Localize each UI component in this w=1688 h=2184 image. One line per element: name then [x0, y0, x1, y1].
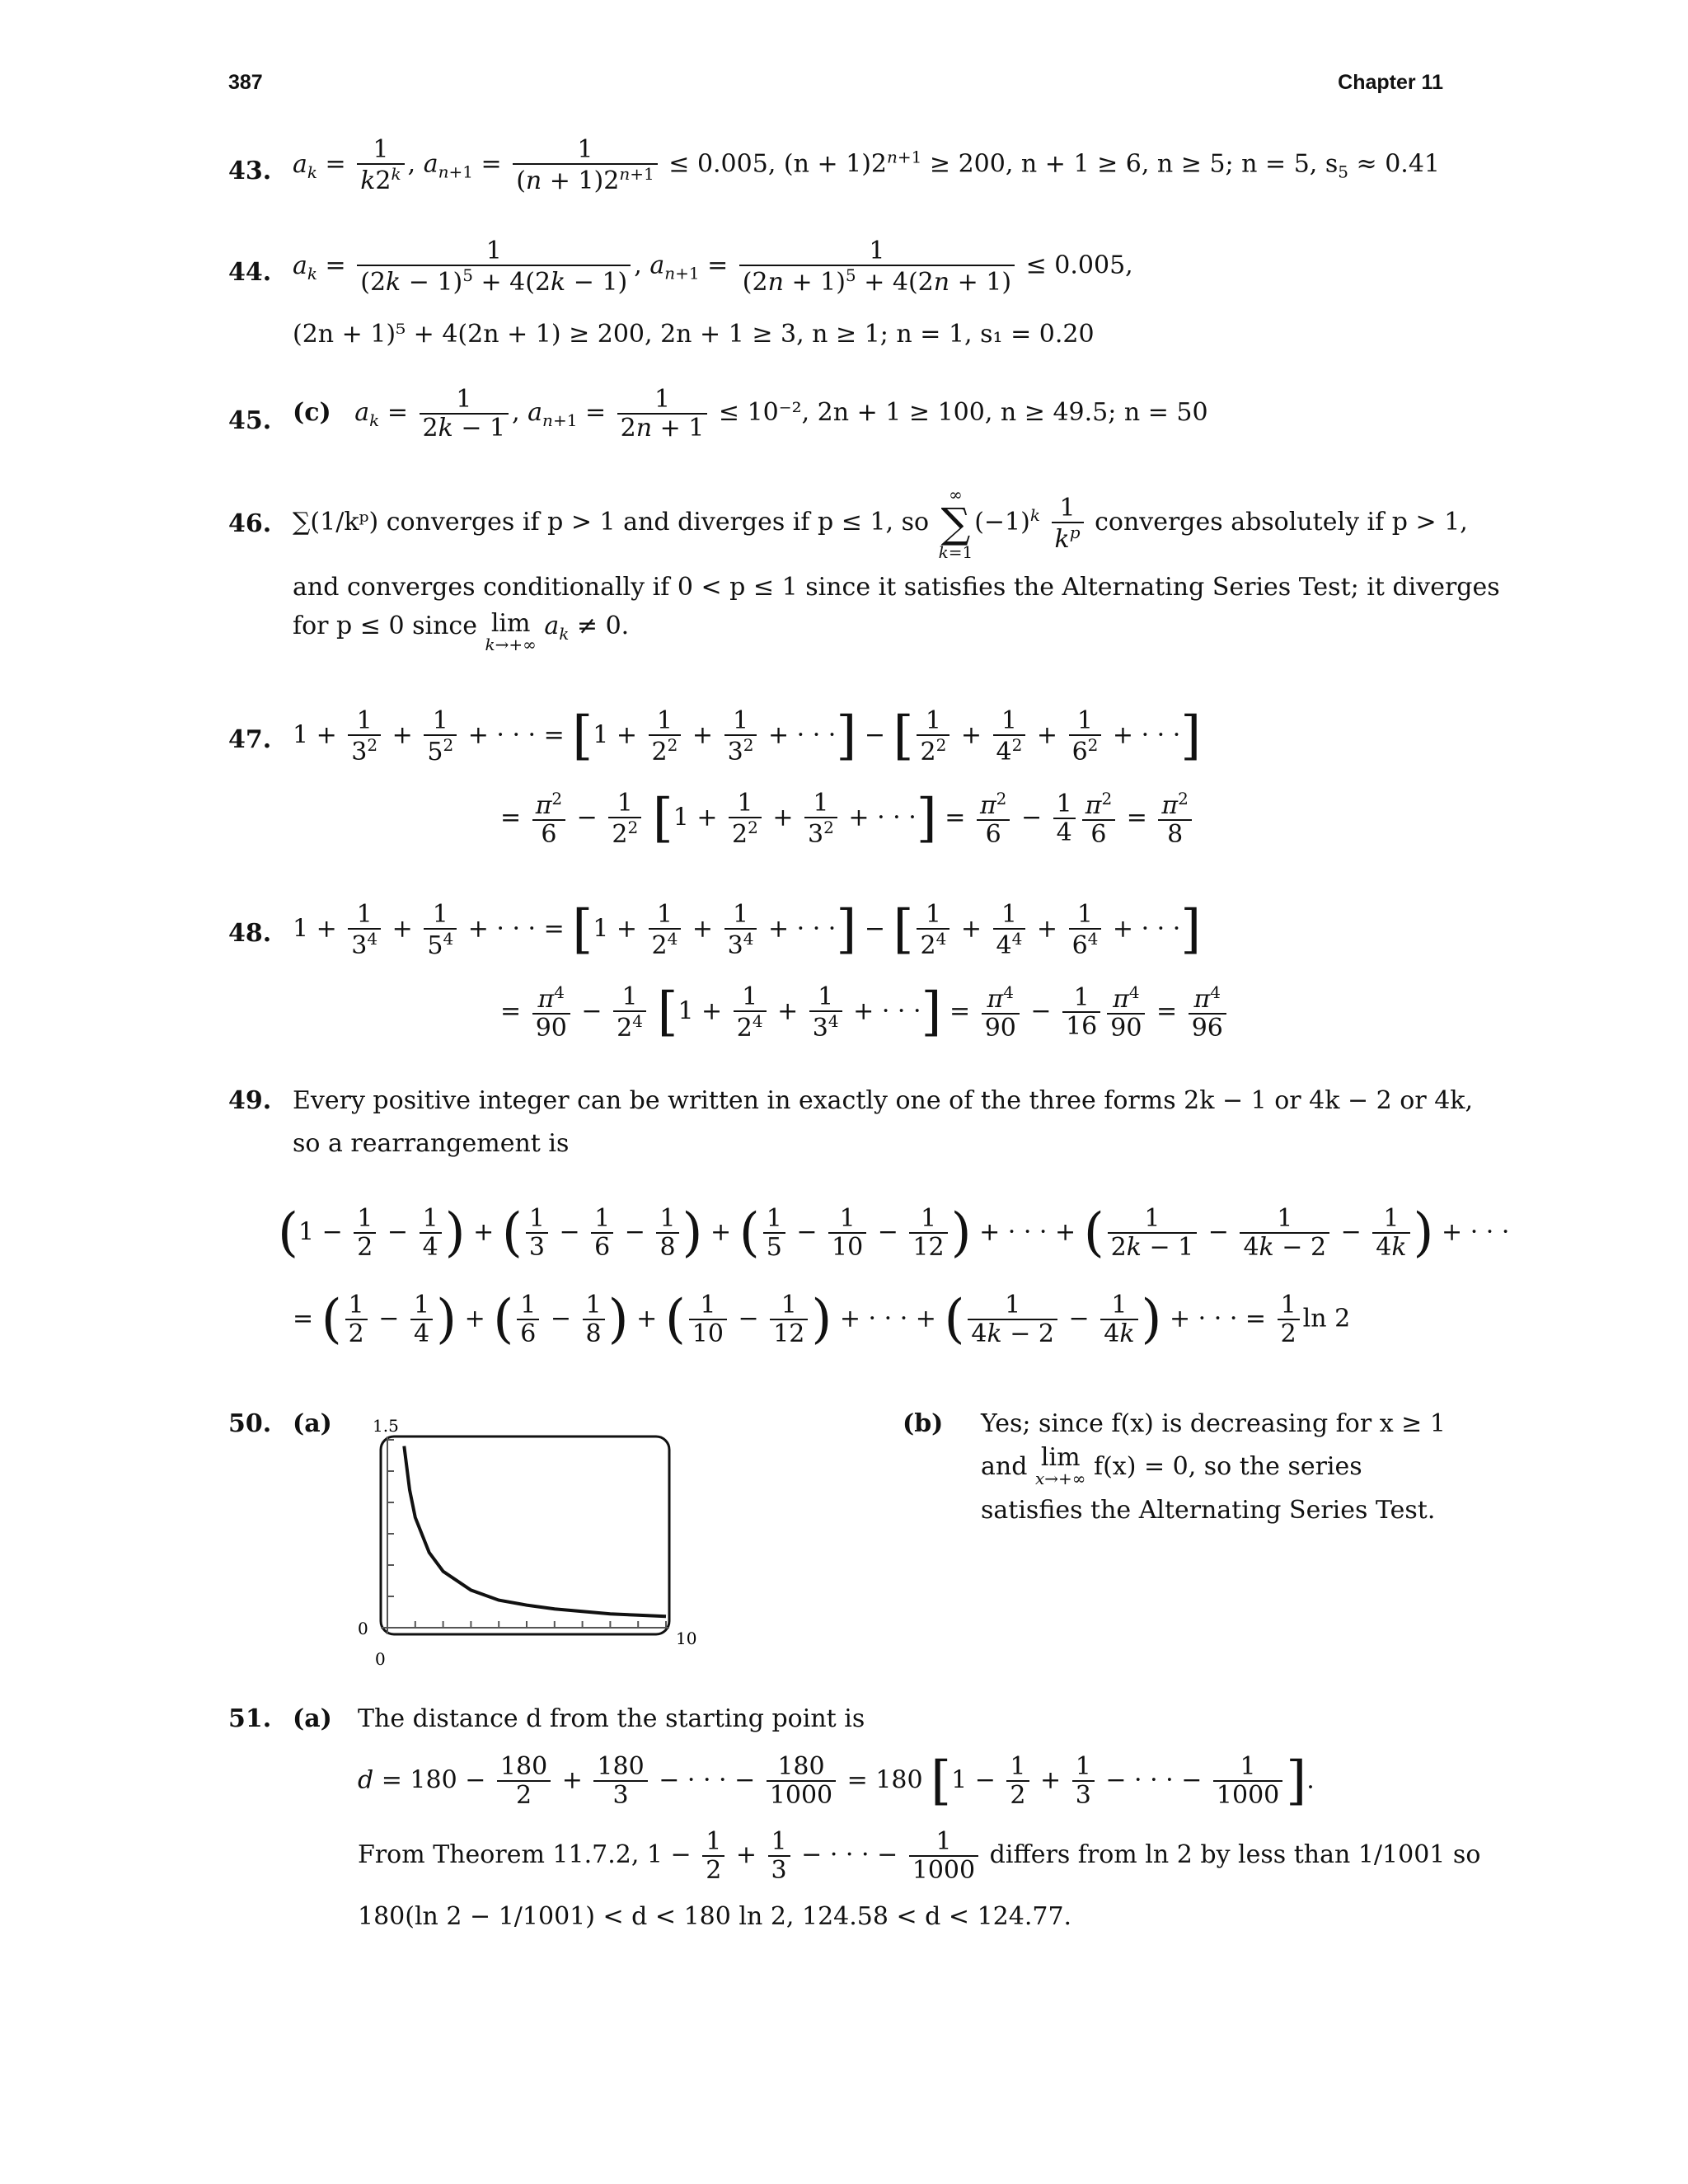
- problem-51-line4: 180(ln 2 − 1/1001) < d < 180 ln 2, 124.58 < d < 124.77.: [358, 1902, 1072, 1931]
- problem-44-line2: (2n + 1)⁵ + 4(2n + 1) ≥ 200, 2n + 1 ≥ 3, n ≥ 1; n = 1, s₁ = 0.20: [293, 320, 1095, 349]
- part-label: (a): [293, 1704, 332, 1733]
- part-b-line2: [981, 1443, 1362, 1489]
- problem-number: 51.: [228, 1704, 272, 1733]
- problem-number: 44.: [228, 258, 272, 287]
- problem-number: 49.: [228, 1086, 272, 1115]
- problem-47-line1: 1 + $\frac{1}{3^2}$ + $\frac{1}{5^2}$ + · · · = [1 + $\frac{1}{2^2}$ + $\frac{1}{3^2}$ + · · ·] − [ $\frac{1}{2^2}$ + $\frac{1}{4^2}$ + $\frac{1}{6^2}$ + · · ·]: [293, 705, 1202, 766]
- y-max-label: 1.5: [373, 1416, 399, 1436]
- problem-51-line1: The distance d from the starting point is: [358, 1704, 865, 1733]
- problem-44-tail: ≤ 0.005,: [1025, 251, 1133, 280]
- problem-46-line2: and converges conditionally if 0 < p ≤ 1 since it satisfies the Alternating Series Test; it diverges: [293, 573, 1500, 602]
- problem-number: 45.: [228, 406, 272, 435]
- x-min-label: 0: [375, 1649, 386, 1669]
- part-label: (a): [293, 1409, 332, 1438]
- problem-51-line3b: differs from ln 2 by less than 1/1001 so: [989, 1840, 1481, 1869]
- problem-51-line2: d = 180 − $\frac{180}{2}$ + $\frac{180}{3}$ − · · · − $\frac{180}{1000}$ = 180 [1 − $\frac{1}{2}$ + $\frac{1}{3}$ − · · · − $\frac{1}{1000}$ ].: [358, 1750, 1315, 1811]
- problem-46-line1b: converges absolutely if p > 1,: [1095, 508, 1468, 537]
- part-b-line1: Yes; since f(x) is decreasing for x ≥ 1: [981, 1409, 1446, 1438]
- problem-43-tail3: ≈ 0.41: [1348, 149, 1441, 179]
- problem-45-tail: ≤ 10⁻², 2n + 1 ≥ 100, n ≥ 49.5; n = 50: [718, 398, 1208, 427]
- x-max-label: 10: [676, 1629, 697, 1648]
- problem-46-line1a: ∑(1/kᵖ) converges if p > 1 and diverges if p ≤ 1, so: [293, 508, 930, 537]
- page-number: 387: [228, 71, 263, 94]
- y-min-label: 0: [358, 1619, 368, 1638]
- problem-46-line1: ∑(1/kᵖ) converges if p > 1 and diverges if p ≤ 1, so ∞ ∑ k=1 $(-1)^k$ $\frac{1}{k^p}$ converges absolutely if p > 1,: [293, 485, 1468, 562]
- part-b-line3: satisfies the Alternating Series Test.: [981, 1496, 1436, 1525]
- problem-number: 47.: [228, 725, 272, 754]
- function-curve: [404, 1446, 666, 1617]
- limit-symbol: lim k→+∞: [485, 609, 537, 654]
- problem-46-line3: for p ≤ 0 since lim k→+∞ $a_k \ne 0$.: [293, 609, 630, 654]
- decreasing-function-plot: [358, 1416, 697, 1685]
- y-ticks: [387, 1440, 394, 1628]
- problem-46-line3b: a: [544, 612, 560, 640]
- problem-47-line2: = $\frac{\pi^2}{6}$ − $\frac{1}{2^2}$ [1 + $\frac{1}{2^2}$ + $\frac{1}{3^2}$ + · · ·] = $\frac{\pi^2}{6}$ − $\frac{1}{4}$ $\frac{\pi^2}{6}$ = $\frac{\pi^2}{8}$: [500, 787, 1195, 851]
- problem-48-line2: = $\frac{\pi^4}{90}$ − $\frac{1}{2^4}$ [1 + $\frac{1}{2^4}$ + $\frac{1}{3^4}$ + · · ·] = $\frac{\pi^4}{90}$ − $\frac{1}{16}$ $\frac{\pi^4}{90}$ = $\frac{\pi^4}{96}$: [500, 981, 1230, 1044]
- problem-43-tail2: ≥ 200, n + 1 ≥ 6, n ≥ 5; n = 5, s: [921, 149, 1339, 179]
- problem-number: 43.: [228, 157, 272, 185]
- problem-49-line2: so a rearrangement is: [293, 1129, 570, 1158]
- problem-49-ln2: ln 2: [1302, 1304, 1351, 1333]
- problem-number: 46.: [228, 509, 272, 538]
- problem-number: 48.: [228, 919, 272, 948]
- problem-44-equation: $a_k$ = $\frac{1}{(2k - 1)^5 + 4(2k - 1)}$ , $a_{n+1}$ = $\frac{1}{(2n + 1)^5 + 4(2n + 1)}$ ≤ 0.005,: [293, 237, 1133, 297]
- problem-51-line3a: From Theorem 11.7.2,: [358, 1840, 640, 1869]
- problem-49-line1: Every positive integer can be written in exactly one of the three forms 2k − 1 or 4k − 2 or 4k,: [293, 1086, 1474, 1115]
- problem-49-series: (1 − $\frac{1}{2}$ − $\frac{1}{4}$ ) + ( $\frac{1}{3}$ − $\frac{1}{6}$ − $\frac{1}{8}$ ) + ( $\frac{1}{5}$ − $\frac{1}{10}$ − $\frac{1}{12}$ ) + · · · + ( $\frac{1}{2k - 1}$ − $\frac{1}{4k - 2}$ − $\frac{1}{4k}$ ) + · · ·: [278, 1202, 1510, 1263]
- chapter-title: Chapter 11: [1338, 71, 1443, 94]
- limit-symbol: lim x→+∞: [1034, 1443, 1086, 1488]
- summation-symbol: ∞ ∑ k=1: [938, 485, 973, 562]
- part-b-line2a: and: [981, 1452, 1028, 1481]
- x-ticks: [387, 1621, 666, 1628]
- part-b-line2b: f(x) = 0, so the series: [1093, 1452, 1362, 1481]
- part-label: (c): [293, 398, 331, 427]
- problem-49-result: = ( $\frac{1}{2}$ − $\frac{1}{4}$ ) + ( $\frac{1}{6}$ − $\frac{1}{8}$ ) + ( $\frac{1}{10}$ − $\frac{1}{12}$ ) + · · · + ( $\frac{1}{4k - 2}$ − $\frac{1}{4k}$ ) + · · · = $\frac{1}{2}$ ln 2: [293, 1289, 1351, 1350]
- problem-43-tail: ≤ 0.005, (n + 1)2: [668, 149, 888, 179]
- problem-48-line1: 1 + $\frac{1}{3^4}$ + $\frac{1}{5^4}$ + · · · = [1 + $\frac{1}{2^4}$ + $\frac{1}{3^4}$ + · · ·] − [ $\frac{1}{2^4}$ + $\frac{1}{4^4}$ + $\frac{1}{6^4}$ + · · ·]: [293, 899, 1202, 960]
- problem-43-equation: $a_k$ = $\frac{1}{k2^k}$ , $a_{n+1}$ = $\frac{1}{(n + 1)2^{n+1}}$ ≤ 0.005, $(n + 1)2^{n+1} \ge 200$, n + 1 ≥ 6, n ≥ 5; n = 5, $s_5 \approx 0.41$: [293, 135, 1441, 195]
- part-label: (b): [903, 1409, 944, 1438]
- problem-45-equation: (c) $a_k$ = $\frac{1}{2k - 1}$ , $a_{n+1}$ = $\frac{1}{2n + 1}$ ≤ 10⁻², 2n + 1 ≥ 100, n ≥ 49.5; n = 50: [293, 385, 1208, 443]
- problem-51-line3: From Theorem 11.7.2, 1 − $\frac{1}{2}$ + $\frac{1}{3}$ − · · · − $\frac{1}{1000}$ differs from ln 2 by less than 1/1001 so: [358, 1827, 1481, 1885]
- problem-number: 50.: [228, 1409, 272, 1438]
- problem-46-line3c: ≠ 0.: [569, 612, 630, 640]
- problem-46-line3a: for p ≤ 0 since: [293, 612, 477, 640]
